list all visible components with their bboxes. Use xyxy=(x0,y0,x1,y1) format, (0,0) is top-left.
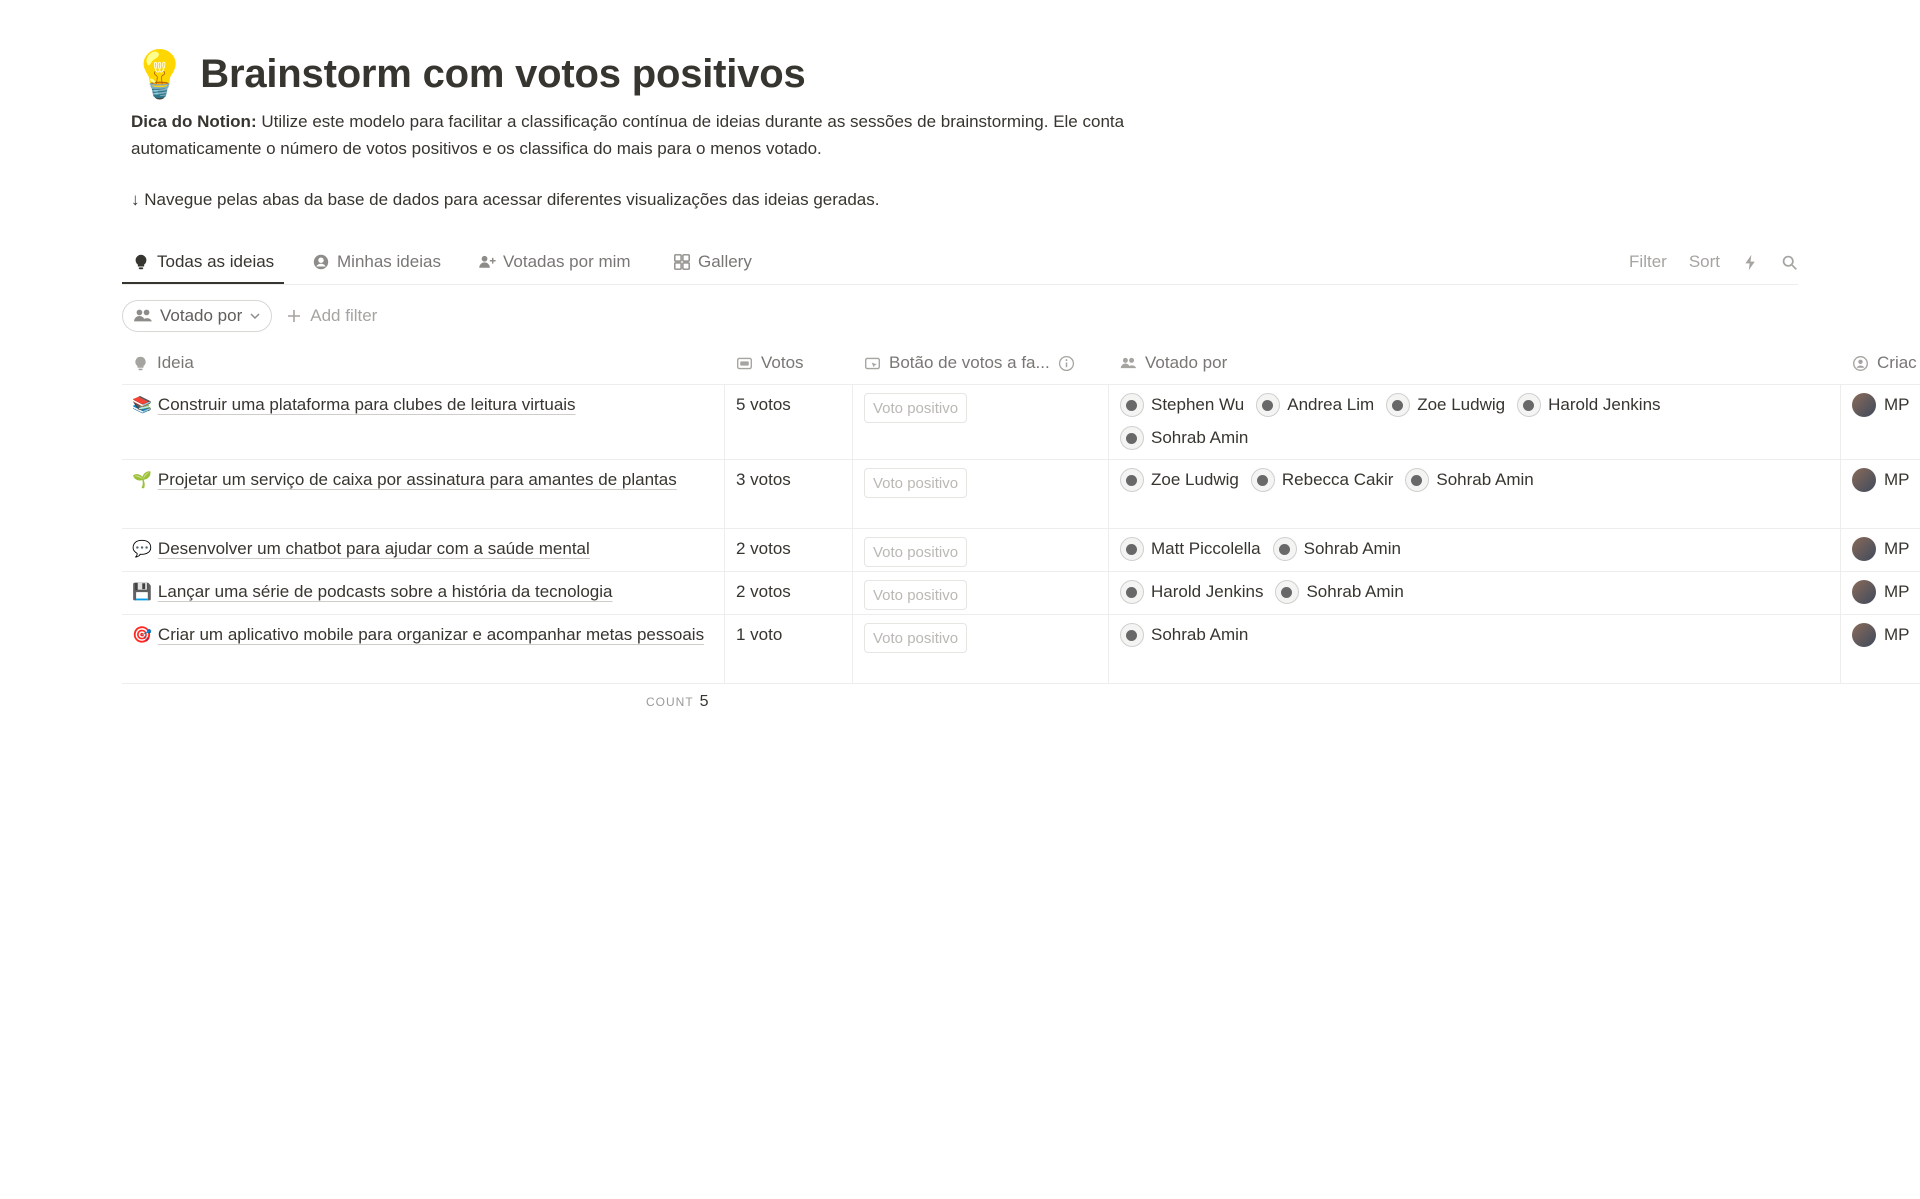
user-circle-icon xyxy=(1852,355,1869,372)
creator-initials: MP xyxy=(1884,582,1910,601)
avatar xyxy=(1251,468,1275,492)
voter[interactable] xyxy=(1120,424,1248,452)
upvote-button[interactable]: Voto positivo xyxy=(864,623,967,653)
page-description xyxy=(131,108,1151,162)
voters-list xyxy=(1120,578,1740,606)
table-row-idea[interactable] xyxy=(132,535,712,564)
voter[interactable] xyxy=(1251,466,1394,494)
table-count[interactable] xyxy=(646,693,709,711)
user-circle-icon xyxy=(312,253,330,271)
avatar xyxy=(1120,623,1144,647)
idea-title: Projetar um serviço de caixa por assinatura para amantes de plantas xyxy=(157,470,677,489)
avatar xyxy=(1120,393,1144,417)
column-divider xyxy=(852,384,853,683)
avatar xyxy=(1852,537,1876,561)
floppy-disk-icon: 💾 xyxy=(132,584,152,601)
avatar xyxy=(1120,468,1144,492)
navigation-hint: ↓ Navegue pelas abas da base de dados para acessar diferentes visualizações das ideias geradas. xyxy=(131,190,880,209)
filter-button[interactable]: Filter xyxy=(1629,252,1667,271)
filter-bar xyxy=(122,300,377,332)
books-icon: 📚 xyxy=(132,397,152,414)
voter[interactable] xyxy=(1256,391,1374,419)
row-divider xyxy=(122,528,1920,529)
column-header-label: Votos xyxy=(761,353,804,372)
avatar xyxy=(1517,393,1541,417)
creator[interactable] xyxy=(1852,466,1910,494)
voter[interactable] xyxy=(1120,466,1239,494)
voter-name: Sohrab Amin xyxy=(1151,625,1249,644)
column-divider xyxy=(1108,384,1109,683)
voter-name: Rebecca Cakir xyxy=(1281,470,1394,489)
idea-title: Construir uma plataforma para clubes de leitura virtuais xyxy=(157,395,576,414)
bolt-icon[interactable] xyxy=(1742,254,1759,271)
count-label: COUNT xyxy=(646,695,694,709)
column-divider xyxy=(724,384,725,683)
voter-name: Sohrab Amin xyxy=(1436,470,1534,489)
voter[interactable] xyxy=(1275,578,1403,606)
voter[interactable] xyxy=(1120,578,1263,606)
row-divider xyxy=(122,683,1920,684)
bulb-icon xyxy=(132,253,150,271)
column-header-votos[interactable] xyxy=(736,343,804,383)
voter-name: Zoe Ludwig xyxy=(1151,470,1239,489)
voter[interactable] xyxy=(1386,391,1505,419)
voter-name: Harold Jenkins xyxy=(1548,395,1661,414)
column-divider xyxy=(1840,384,1841,683)
count-value: 5 xyxy=(699,693,709,710)
tab-label: Minhas ideias xyxy=(337,252,441,271)
idea-title: Lançar uma série de podcasts sobre a história da tecnologia xyxy=(157,582,613,601)
table-row-idea[interactable] xyxy=(132,391,712,420)
creator[interactable] xyxy=(1852,535,1910,563)
column-header-votado-por[interactable] xyxy=(1120,343,1227,383)
column-header-label: Botão de votos a fa... xyxy=(889,353,1050,372)
avatar xyxy=(1275,580,1299,604)
avatar xyxy=(1405,468,1429,492)
creator-initials: MP xyxy=(1884,470,1910,489)
column-header-label: Criac xyxy=(1877,353,1917,372)
user-plus-icon xyxy=(478,253,496,271)
creator[interactable] xyxy=(1852,391,1910,419)
tab-minhas-ideias[interactable] xyxy=(312,242,441,282)
creator-initials: MP xyxy=(1884,395,1910,414)
column-header-botao[interactable] xyxy=(864,343,1075,383)
votado-por-filter-chip[interactable] xyxy=(122,300,272,332)
add-filter-button[interactable] xyxy=(286,306,377,326)
votes-count: 5 votos xyxy=(736,395,791,414)
voter-name: Andrea Lim xyxy=(1287,395,1375,414)
button-cursor-icon xyxy=(864,355,881,372)
voter-name: Stephen Wu xyxy=(1151,395,1245,414)
voter-name: Matt Piccolella xyxy=(1151,539,1261,558)
row-divider xyxy=(122,614,1920,615)
voter[interactable] xyxy=(1120,621,1248,649)
upvote-button[interactable]: Voto positivo xyxy=(864,393,967,423)
header-divider xyxy=(122,384,1920,385)
info-icon[interactable] xyxy=(1058,355,1075,372)
idea-title: Criar um aplicativo mobile para organizar e acompanhar metas pessoais xyxy=(157,625,705,644)
table-row-idea[interactable] xyxy=(132,578,712,607)
tab-todas-as-ideias[interactable] xyxy=(122,242,284,284)
table-row-idea[interactable] xyxy=(132,621,712,650)
creator-initials: MP xyxy=(1884,625,1910,644)
speech-bubble-icon: 💬 xyxy=(132,541,152,558)
tip-text: Utilize este modelo para facilitar a classificação contínua de ideias durante as sessões de brainstorming. Ele conta automaticamente o número de votos positivos e os classifica do mais para o menos votado. xyxy=(131,112,1125,158)
lightbulb-icon[interactable]: 💡 xyxy=(131,48,189,100)
upvote-button[interactable]: Voto positivo xyxy=(864,580,967,610)
view-tabs xyxy=(122,242,1798,285)
tab-label: Todas as ideias xyxy=(157,252,275,271)
seedling-icon: 🌱 xyxy=(132,472,152,489)
voter[interactable] xyxy=(1120,535,1261,563)
column-header-ideia[interactable] xyxy=(132,343,194,383)
add-filter-label: Add filter xyxy=(310,306,378,325)
sort-button[interactable]: Sort xyxy=(1688,252,1720,271)
avatar xyxy=(1852,580,1876,604)
chevron-down-icon xyxy=(249,310,261,322)
voters-list xyxy=(1120,391,1740,452)
column-header-criado-por[interactable] xyxy=(1852,343,1917,383)
voter-name: Zoe Ludwig xyxy=(1417,395,1506,414)
people-icon xyxy=(133,308,153,324)
upvote-button[interactable]: Voto positivo xyxy=(864,468,967,498)
voters-list xyxy=(1120,535,1740,563)
avatar xyxy=(1852,393,1876,417)
avatar xyxy=(1386,393,1410,417)
avatar xyxy=(1120,537,1144,561)
table-row-idea[interactable] xyxy=(132,466,712,495)
avatar xyxy=(1256,393,1280,417)
tab-gallery[interactable] xyxy=(673,242,752,282)
row-divider xyxy=(122,571,1920,572)
votes-count: 1 voto xyxy=(736,625,783,644)
column-header-label: Votado por xyxy=(1145,353,1228,372)
voter[interactable] xyxy=(1273,535,1401,563)
filter-chip-label: Votado por xyxy=(160,306,243,325)
upvote-button[interactable]: Voto positivo xyxy=(864,537,967,567)
voter-name: Sohrab Amin xyxy=(1306,582,1404,601)
avatar xyxy=(1852,468,1876,492)
plus-icon xyxy=(286,308,302,324)
avatar xyxy=(1852,623,1876,647)
voter-name: Harold Jenkins xyxy=(1151,582,1264,601)
avatar xyxy=(1273,537,1297,561)
people-icon xyxy=(1120,355,1137,372)
voter[interactable] xyxy=(1120,391,1244,419)
avatar xyxy=(1120,426,1144,450)
page-title[interactable]: Brainstorm com votos positivos xyxy=(200,51,806,96)
grid-icon xyxy=(673,253,691,271)
counter-icon xyxy=(736,355,753,372)
votes-count: 3 votos xyxy=(736,470,791,489)
row-divider xyxy=(122,459,1920,460)
column-header-label: Ideia xyxy=(157,353,194,372)
creator-initials: MP xyxy=(1884,539,1910,558)
avatar xyxy=(1120,580,1144,604)
creator[interactable] xyxy=(1852,621,1910,649)
page-title-row xyxy=(131,44,806,104)
votes-count: 2 votos xyxy=(736,582,791,601)
voter[interactable] xyxy=(1517,391,1660,419)
voter-name: Sohrab Amin xyxy=(1151,428,1249,447)
voters-list xyxy=(1120,621,1740,649)
creator[interactable] xyxy=(1852,578,1910,606)
voter[interactable] xyxy=(1405,466,1533,494)
voter-name: Sohrab Amin xyxy=(1303,539,1401,558)
search-icon[interactable] xyxy=(1781,254,1798,271)
tab-votadas-por-mim[interactable] xyxy=(478,242,631,282)
bulb-icon xyxy=(132,355,149,372)
tab-label: Votadas por mim xyxy=(503,252,631,271)
idea-title: Desenvolver um chatbot para ajudar com a saúde mental xyxy=(157,539,590,558)
target-icon: 🎯 xyxy=(132,627,152,644)
tip-label: Dica do Notion: xyxy=(131,112,257,131)
voters-list xyxy=(1120,466,1740,494)
votes-count: 2 votos xyxy=(736,539,791,558)
view-toolbar xyxy=(1629,242,1798,282)
tab-label: Gallery xyxy=(698,252,752,271)
